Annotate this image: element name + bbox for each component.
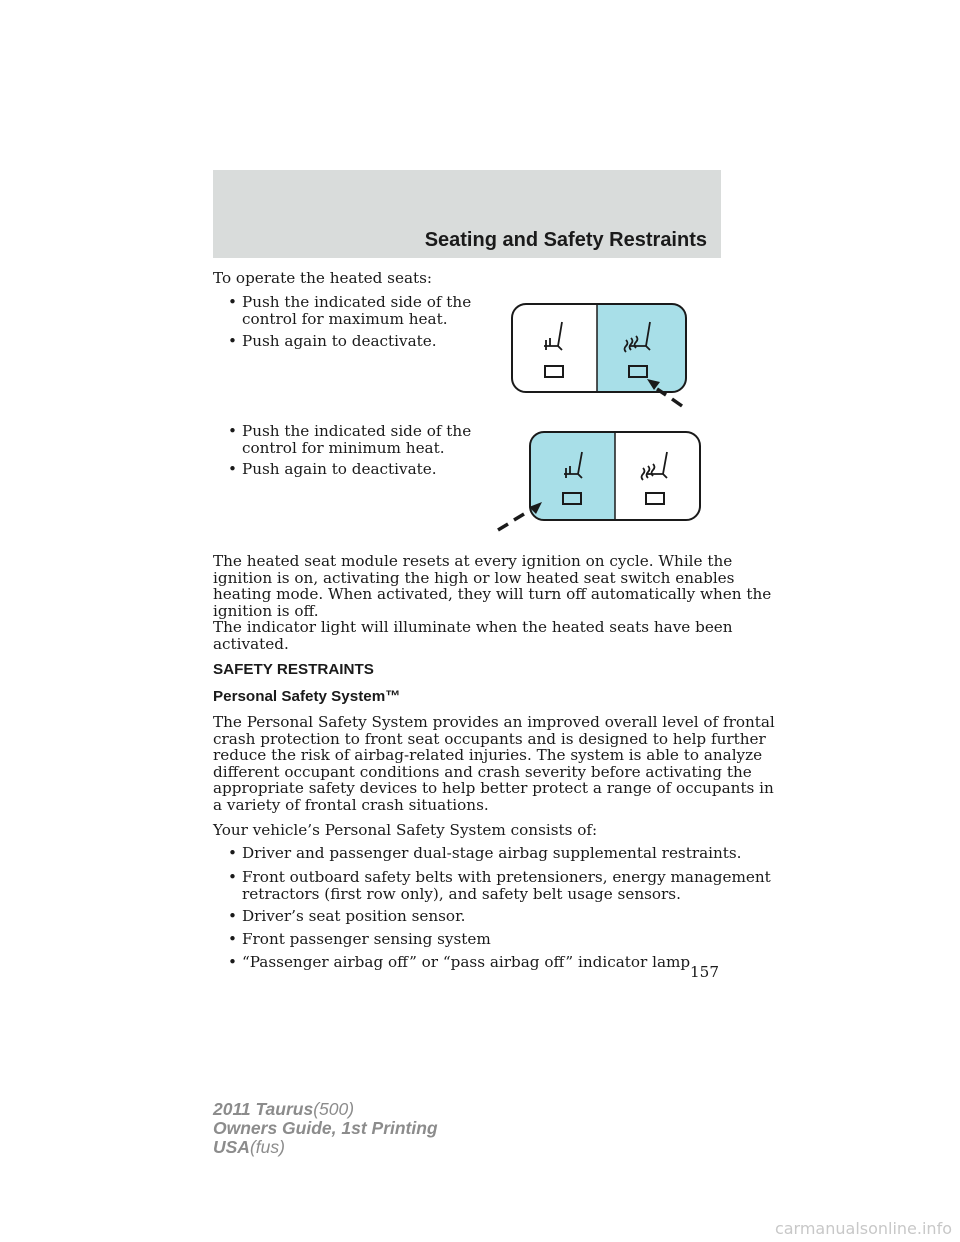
- bullet-text: Push again to deactivate.: [242, 332, 437, 350]
- bullet-text: Front passenger sensing system: [242, 930, 491, 948]
- paragraph-module-reset: The heated seat module resets at every ignition on cycle. While the ignition is on, activating the high or low heated seat switch enables heating mode. When activated, they will turn off automatically when the ignition is off.: [213, 552, 772, 620]
- bullet-text: Push the indicated side of the control for maximum heat.: [242, 293, 472, 328]
- heated-seat-switch-min-illustration: [490, 428, 710, 538]
- paragraph-consists-of: Your vehicle’s Personal Safety System consists of:: [213, 821, 598, 839]
- bullet-text: “Passenger airbag off” or “pass airbag off” indicator lamp: [242, 953, 691, 971]
- pointer-arrow: [498, 514, 524, 530]
- page-number: 157: [690, 963, 719, 981]
- bullet-dot: •: [228, 422, 237, 440]
- document-footer: [213, 1100, 438, 1157]
- indicator-light: [646, 493, 664, 504]
- footer-line-model: 2011 Taurus(500): [213, 1099, 355, 1119]
- bullet-dot: •: [228, 293, 237, 311]
- footer-line-printing: Owners Guide, 1st Printing: [213, 1118, 438, 1138]
- bullet-dot: •: [228, 844, 237, 862]
- bullet-text: Driver and passenger dual-stage airbag supplemental restraints.: [242, 844, 742, 862]
- bullet-text: Driver’s seat position sensor.: [242, 907, 466, 925]
- heated-seat-icon: [642, 452, 668, 480]
- bullet-dot: •: [228, 460, 237, 478]
- bullet-dot: •: [228, 930, 237, 948]
- bullet-text: Push again to deactivate.: [242, 460, 437, 478]
- bullet-dot: •: [228, 332, 237, 350]
- section-heading: SAFETY RESTRAINTS: [213, 661, 374, 678]
- paragraph-indicator-light: The indicator light will illuminate when the heated seats have been activated.: [213, 618, 733, 653]
- indicator-light: [545, 366, 563, 377]
- heated-seat-switch-max-illustration: [500, 298, 690, 416]
- intro-text: To operate the heated seats:: [213, 269, 433, 287]
- footer-line-market: USA(fus): [213, 1137, 285, 1157]
- bullet-dot: •: [228, 868, 237, 886]
- bullet-text: Front outboard safety belts with pretensioners, energy management retractors (first row only), and safety belt usage sensors.: [242, 868, 771, 903]
- seat-icon: [544, 322, 562, 350]
- bullet-text: Push the indicated side of the control for minimum heat.: [242, 422, 472, 457]
- paragraph-personal-safety-system: The Personal Safety System provides an improved overall level of frontal crash protection to front seat occupants and is designed to help further reduce the risk of airbag-related injuries. The system is able to analyze different occupant conditions and crash severity before activating the appropriate safety devices to help better protect a range of occupants in a variety of frontal crash situations.: [213, 713, 775, 814]
- site-watermark: carmanualsonline.info: [774, 1219, 952, 1238]
- bullet-dot: •: [228, 953, 237, 971]
- bullet-dot: •: [228, 907, 237, 925]
- section-header-band: [213, 170, 721, 258]
- sub-heading: Personal Safety System™: [213, 688, 401, 705]
- section-title: Seating and Safety Restraints: [424, 229, 707, 251]
